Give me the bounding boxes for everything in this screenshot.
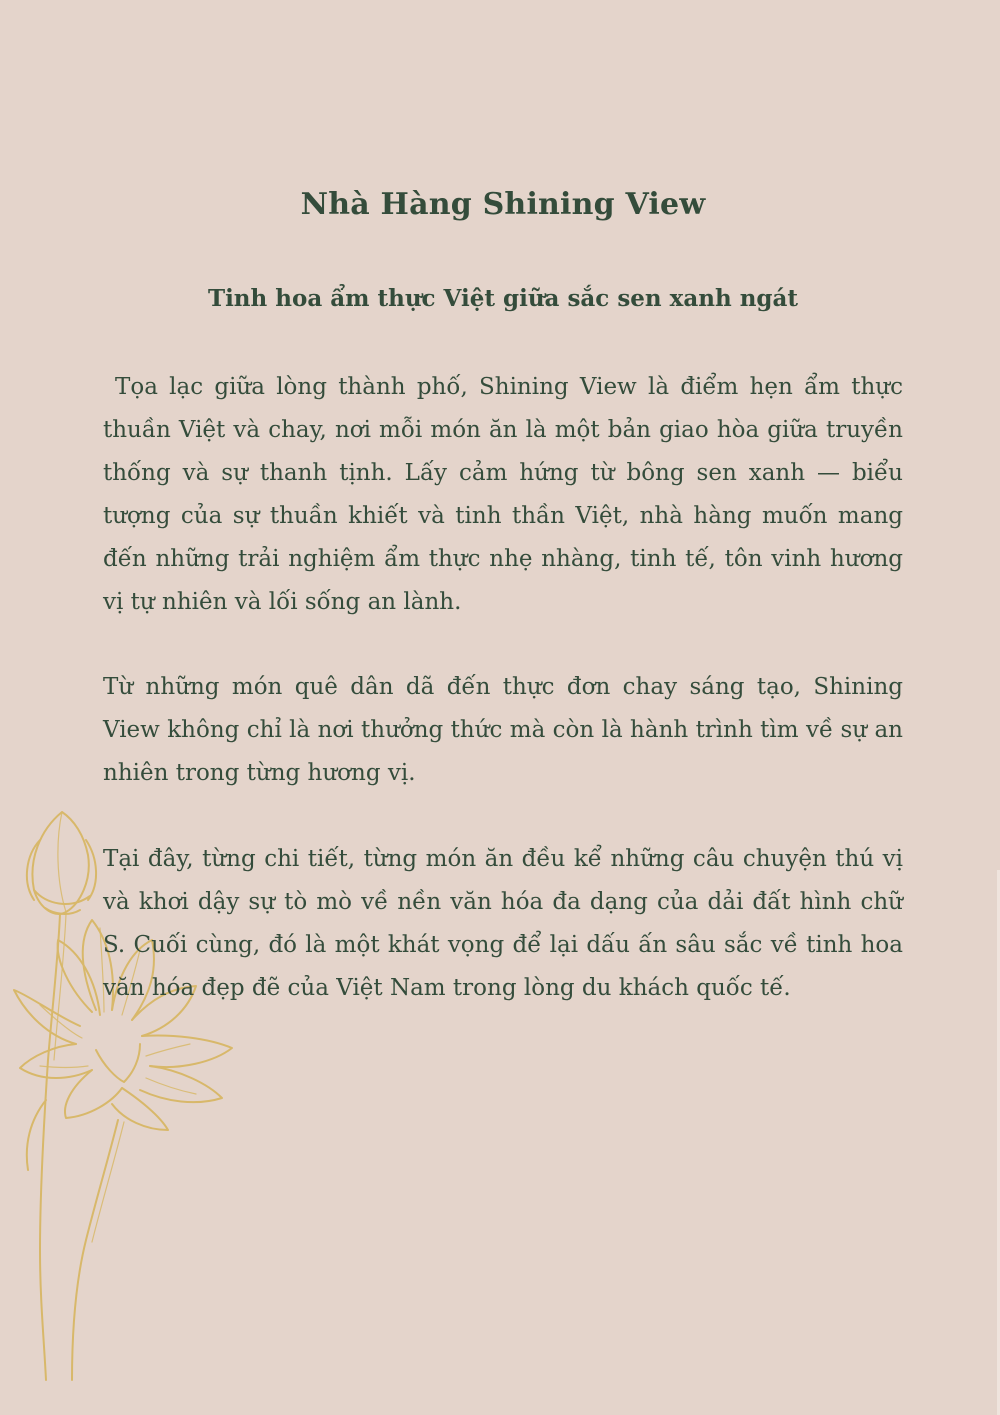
paragraph-culture: Tại đây, từng chi tiết, từng món ăn đều kể những câu chuyện thú vị và khơi dậy sự tò mò về nền văn hóa đa dạng của dải đất hình chữ S. Cuối cùng, đó là một khát vọng để lại dấu ấn sâu sắc về tinh hoa văn hóa đẹp đẽ của Việt Nam trong lòng du khách quốc tế. <box>103 846 903 1001</box>
page-title: Nhà Hàng Shining View <box>300 187 706 222</box>
paragraph-menu: Từ những món quê dân dã đến thực đơn chay sáng tạo, Shining View không chỉ là nơi thưởng thức mà còn là hành trình tìm về sự an nhiên trong từng hương vị. <box>103 674 903 786</box>
paragraph-intro: Tọa lạc giữa lòng thành phố, Shining View là điểm hẹn ẩm thực thuần Việt và chay, nơi mỗi món ăn là một bản giao hòa giữa truyền thống và sự thanh tịnh. Lấy cảm hứng từ bông sen xanh — biểu tượng của sự thuần khiết và tinh thần Việt, nhà hàng muốn mang đến những trải nghiệm ẩm thực nhẹ nhàng, tinh tế, tôn vinh hương vị tự nhiên và lối sống an lành. <box>103 374 903 615</box>
page-subtitle: Tinh hoa ẩm thực Việt giữa sắc sen xanh ngát <box>207 285 799 312</box>
